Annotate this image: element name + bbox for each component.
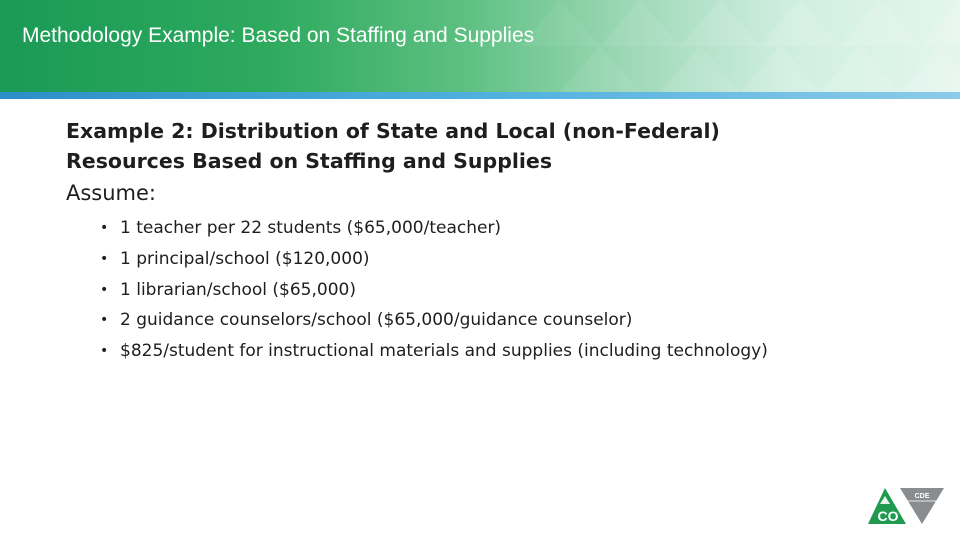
list-item: • 1 principal/school ($120,000) xyxy=(100,244,926,275)
assumption-list xyxy=(100,213,926,367)
bullet-icon: • xyxy=(100,312,109,329)
header-bar xyxy=(0,0,960,92)
example-heading xyxy=(66,116,926,176)
cde-logo xyxy=(868,484,944,526)
heading-line-1: Example 2: Distribution of State and Local (non-Federal) xyxy=(66,119,720,143)
bullet-icon: • xyxy=(100,281,109,298)
slide-title: Methodology Example: Based on Staffing and Supplies xyxy=(22,24,535,47)
slide-body xyxy=(66,116,926,367)
bullet-icon: • xyxy=(100,220,109,236)
header-accent-band xyxy=(0,92,960,99)
list-item: • $825/student for instructional materials and supplies (including technology) xyxy=(100,336,926,367)
logo-main-text: CO xyxy=(877,508,899,524)
assume-label: Assume: xyxy=(66,181,157,205)
list-item: • 1 teacher per 22 students ($65,000/teacher) xyxy=(100,213,926,244)
bullet-icon: • xyxy=(100,250,109,267)
list-item: • 1 librarian/school ($65,000) xyxy=(100,275,926,306)
logo-top-text: CDE xyxy=(914,493,930,500)
heading-line-2: Resources Based on Staffing and Supplies xyxy=(66,149,553,173)
list-item: • 2 guidance counselors/school ($65,000/guidance counselor) xyxy=(100,305,926,336)
bullet-icon: • xyxy=(100,343,109,360)
